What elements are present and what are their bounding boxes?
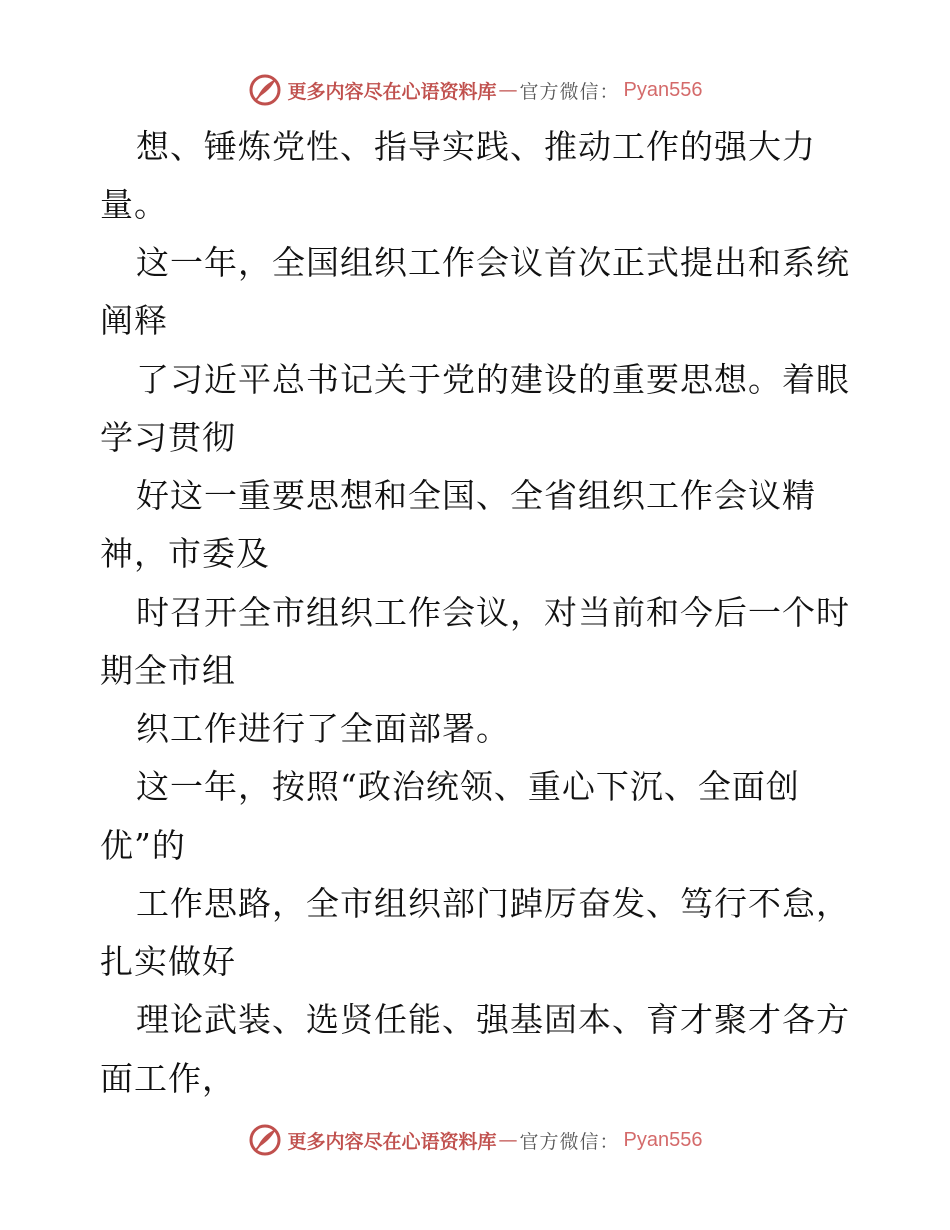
watermark-wechat-id: Pyan556 <box>623 78 703 101</box>
text-line: 优”的 <box>100 826 186 865</box>
watermark-dash: — <box>498 1129 518 1151</box>
text-line: 织工作进行了全面部署。 <box>136 709 510 748</box>
text-line: 了习近平总书记关于党的建设的重要思想。着眼 <box>136 360 850 399</box>
watermark-wechat-label: 官方微信： <box>519 1130 620 1153</box>
text-line: 时召开全市组织工作会议，对当前和今后一个时 <box>136 593 850 632</box>
text-line: 这一年，按照“政治统领、重心下沉、全面创 <box>136 767 800 806</box>
text-line: 工作思路，全市组织部门踔厉奋发、笃行不怠， <box>136 884 850 923</box>
text-line: 阐释 <box>100 301 168 340</box>
text-line: 量。 <box>100 185 168 224</box>
text-line: 理论武装、选贤任能、强基固本、育才聚才各方 <box>136 1000 850 1039</box>
text-line: 这一年，全国组织工作会议首次正式提出和系统 <box>136 243 850 282</box>
watermark-dash: — <box>498 79 518 101</box>
watermark-wechat-id: Pyan556 <box>623 1128 703 1151</box>
text-line: 扎实做好 <box>100 942 236 981</box>
text-line: 期全市组 <box>100 651 236 690</box>
header-watermark <box>0 70 950 110</box>
text-line: 神，市委及 <box>100 534 270 573</box>
feather-logo-icon <box>248 1123 282 1157</box>
feather-logo-icon <box>248 73 282 107</box>
text-line: 好这一重要思想和全国、全省组织工作会议精 <box>136 476 816 515</box>
text-line: 想、锤炼党性、指导实践、推动工作的强大力 <box>136 127 816 166</box>
text-line: 面工作， <box>100 1059 236 1098</box>
watermark-site-name: 更多内容尽在心语资料库 <box>287 1130 497 1153</box>
text-line: 学习贯彻 <box>100 418 236 457</box>
watermark-site-name: 更多内容尽在心语资料库 <box>287 80 497 103</box>
footer-watermark <box>0 1120 950 1160</box>
watermark-wechat-label: 官方微信： <box>519 80 620 103</box>
